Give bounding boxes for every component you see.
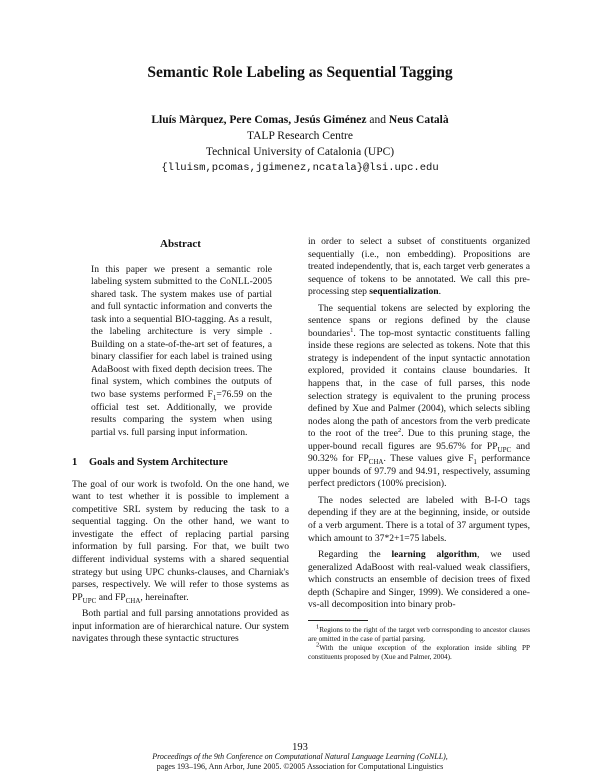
s1p1-end: , hereinafter. [140, 591, 189, 603]
right-paragraph-1 [308, 236, 530, 299]
r-p2-e: . These values give F [383, 453, 474, 465]
affiliation-line-1: TALP Research Centre [247, 130, 353, 142]
footnote-ref-2: 2 [397, 427, 402, 435]
r-p2-sub-cha: CHA [368, 458, 384, 467]
right-paragraph-2 [308, 303, 530, 491]
abstract-body-start: In this paper we present a semantic role labeling system submitted to the CoNLL-2005 shared task. The system makes use of partial and full syntactic information and converts the task into a sequential BIO-tagging. As a result, the labeling architecture is very simple . Building on a state-of-the-art set of features, a binary classifier for each label is trained using AdaBoost with fixed depth decision trees. The final system, which combines the outputs of two base systems performed F [91, 263, 272, 401]
s1p1-text: The goal of our work is twofold. On the one hand, we want to test whether it is possible to implement a competitive SRL system by reducing the task to a sequential tagging. On the other hand, we want to investigate the effect of replacing partial parsing information by full parsing. For that, we built two different individual systems with a shared sequential strategy but using UPC chunks-clauses, and Charniak's parses, respectively. We will refer to those systems as PP [72, 478, 289, 603]
right-column [308, 236, 530, 662]
r-p2-a: The sequential tokens are selected by exploring the sentence spans or regions defined by the clause boundaries [308, 302, 530, 339]
footnote-ref-1: 1 [350, 326, 354, 334]
author-last: Neus Català [388, 114, 449, 126]
r-p2-f: performance upper bounds of 97.79 and 94.91, respectively, assuming perfect predictors (100% precision). [308, 453, 531, 490]
author-and: and [366, 114, 389, 126]
page-number: 193 [292, 742, 308, 753]
r-p4-term: learning algorithm [391, 549, 478, 561]
author-emails: {lluism,pcomas,jgimenez,ncatala}@lsi.upc.edu [161, 162, 439, 174]
section1-paragraph-1 [72, 479, 289, 604]
r-p1-term: sequentialization [369, 286, 439, 298]
right-paragraph-4 [308, 549, 530, 612]
s1p1-and: and FP [96, 591, 126, 603]
abstract-text [72, 264, 289, 440]
abstract-f1-sub: 1 [212, 393, 217, 402]
r-p2-f-sub: 1 [473, 458, 477, 467]
r-p2-c: . Due to this pruning stage, the upper-bound recall figures are 95.67% for PP [308, 428, 531, 452]
proceedings-footer [0, 752, 600, 772]
r-p2-d: and 90.32% for FP [308, 440, 530, 465]
abstract-heading: Abstract [160, 238, 201, 250]
r-p2-sub-upc: UPC [497, 445, 512, 454]
s1p1-sub-upc: UPC [82, 596, 97, 605]
r-p4-b: , we used generalized AdaBoost with real-valued weak classifiers, which constructs an ensemble of decision trees of fixed depth (Schapire and Singer, 1999). We considered a one-vs-all decomposition into binary prob- [308, 549, 531, 611]
r-p2-b: . The top-most syntactic constituents falling inside these regions are selected as tokens. Note that this strategy is independent of the input syntactic annotation explored, provided it contains clause boundaries. It happens that, in the case of full parses, this node selection strategy is equivalent to the pruning process defined by Xue and Palmer (2004), which selects sibling nodes along the path of ancestors from the verb predicate to the root of the tree [308, 327, 530, 440]
r-p1-text: in order to select a subset of constituents organized sequentially (i.e., non embedding). Propositions are treated independently, that is, each target verb generates a sequence of tokens to be annotated. We call this pre-processing step [308, 236, 530, 298]
author-block [0, 112, 600, 176]
r-p1-end: . [438, 286, 441, 298]
footer-line-2: pages 193–196, Ann Arbor, June 2005. ©2005 Association for Computational Linguistics [156, 762, 444, 771]
section-number: 1 [72, 457, 78, 469]
s1p1-sub-cha: CHA [125, 596, 141, 605]
r-p4-a: Regarding the [318, 549, 392, 561]
paper-title: Semantic Role Labeling as Sequential Tagging [147, 64, 453, 81]
left-column [72, 238, 289, 646]
right-paragraph-3: The nodes selected are labeled with B-I-O tags depending if they are at the beginning, inside, or outside of a verb argument. There is a total of 37 argument types, which amount to 37*2+1=75 labels. [308, 494, 530, 544]
section1-paragraph-2: Both partial and full parsing annotations provided as input information are of hierarchical nature. Our system navigates through these syntactic structures [72, 608, 289, 645]
footnote-1 [308, 623, 530, 644]
footnote-2-text: With the unique exception of the exploration inside sibling PP constituents proposed by (Xue and Palmer, 2004). [308, 643, 530, 661]
footnote-2 [308, 641, 530, 662]
section-heading [72, 457, 289, 470]
author-list: Lluís Màrquez, Pere Comas, Jesús Giménez [151, 114, 367, 126]
abstract-body-end: =76.59 on the official test set. Additionally, we provide results comparing the system when using partial vs. full parsing input information. [91, 389, 272, 438]
footnote-divider [308, 620, 368, 621]
footnote-2-mark: 2 [316, 641, 320, 649]
section-title: Goals and System Architecture [89, 457, 228, 469]
footnote-1-text: Regions to the right of the target verb corresponding to ancestor clauses are omitted in the case of partial parsing. [308, 625, 530, 643]
author-names [0, 112, 600, 128]
affiliation-line-2: Technical University of Catalonia (UPC) [205, 146, 395, 158]
footer-line-1: Proceedings of the 9th Conference on Computational Natural Language Learning (CoNLL), [152, 752, 448, 761]
footnote-1-mark: 1 [316, 623, 320, 631]
